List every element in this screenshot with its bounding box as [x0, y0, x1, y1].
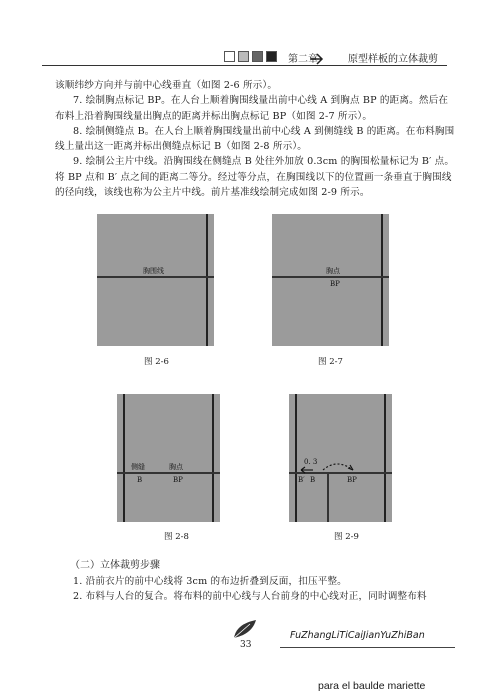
figure-caption: 图 2-9	[334, 532, 359, 542]
arrow-right-icon	[310, 52, 324, 66]
figure-2-8	[117, 394, 220, 522]
footer-rule	[280, 647, 455, 648]
page-number: 33	[240, 640, 252, 650]
section-text	[55, 574, 455, 605]
section-heading: （二）立体裁剪步骤	[70, 560, 160, 571]
paragraph: 2. 布料与人台的复合。将布料的前中心线与人台前身的中心线对正，同时调整布料	[73, 591, 427, 603]
paragraph: 该顺纬纱方向并与前中心线垂直（如图 2-6 所示）。	[55, 80, 278, 91]
bust-line-label: 胸围线	[143, 267, 164, 275]
b-prime-label: B′	[298, 476, 305, 484]
center-front-line	[381, 214, 383, 346]
header-square-icon	[238, 51, 249, 62]
bp-label: BP	[330, 280, 340, 288]
figure-caption: 图 2-8	[164, 532, 189, 542]
header-square-icon	[266, 51, 277, 62]
body-text	[55, 78, 455, 200]
b-label: B	[310, 476, 316, 484]
bust-line	[97, 276, 214, 278]
credit-text: para el baulde mariette	[318, 680, 426, 692]
paragraph: 7. 绘制胸点标记 BP。在人台上顺着胸围线量出前中心线 A 到胸点 BP 的距离。然后在布料上沿着胸围线量出胸点的距离并标出胸点标记 BP（如图 2-7 所示）。	[55, 95, 449, 122]
bust-line	[272, 276, 389, 278]
header-chapter: 第二章	[288, 54, 318, 65]
center-front-line	[384, 394, 386, 522]
leaf-icon	[232, 618, 258, 640]
series-name: FuZhangLiTiCaiJianYuZhiBan	[290, 630, 425, 641]
measure-label: 0. 3	[304, 458, 318, 466]
header-square-icon	[224, 51, 235, 62]
side-seam-edge	[123, 394, 125, 522]
header-square-icon	[252, 51, 263, 62]
bust-point-label: 胸点	[326, 267, 340, 275]
figure-2-7	[272, 214, 389, 346]
figure-caption: 图 2-6	[144, 357, 169, 367]
paragraph: 1. 沿前衣片的前中心线将 3cm 的布边折叠到反面，扣压平整。	[73, 576, 347, 587]
paragraph: 8. 绘制侧缝点 B。在人台上顺着胸围线量出前中心线 A 到侧缝线 B 的距离。在布料胸围线上量出这一距离并标出侧缝点标记 B（如图 2-8 所示）。	[55, 125, 455, 153]
figure-2-9	[289, 394, 392, 522]
bp-label: BP	[173, 476, 183, 484]
paragraph: 9. 绘制公主片中线。沿胸围线在侧缝点 B 处往外加放 0.3cm 的胸围松量标记为 B′ 点。将 BP 点和 B′ 点之间的距离二等分。经过等分点，在胸围线以下的位置画一条垂直于胸围线的径向线，该线也称为公主片中线。前片基准线绘制完成如图 2-9 所示。	[55, 156, 455, 199]
figure-2-6	[97, 214, 214, 346]
b-label: B	[137, 476, 143, 484]
bust-point-label: 胸点	[169, 463, 183, 471]
side-seam-label: 侧缝	[131, 463, 145, 471]
figure-caption: 图 2-7	[318, 357, 343, 367]
header-title: 原型样板的立体裁剪	[348, 54, 438, 65]
center-front-line	[206, 214, 208, 346]
princess-line	[327, 473, 329, 522]
bp-label: BP	[347, 476, 357, 484]
side-seam-edge	[295, 394, 297, 522]
center-front-line	[212, 394, 214, 522]
bust-line	[117, 472, 220, 474]
header-rule	[42, 65, 447, 66]
